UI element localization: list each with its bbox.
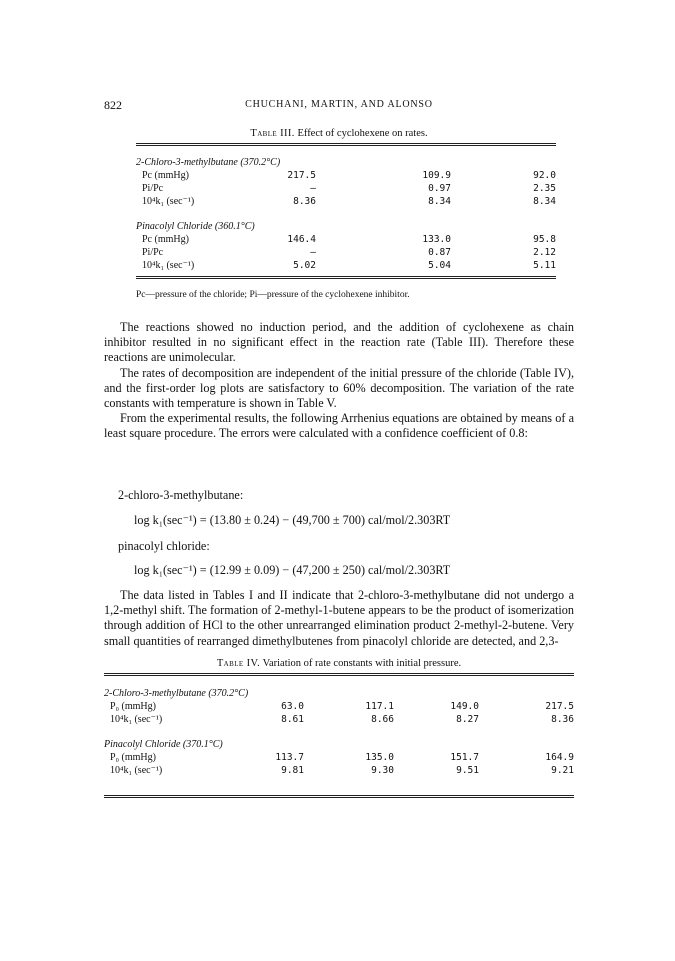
cell: 9.81	[281, 765, 304, 776]
table3	[136, 152, 556, 272]
cell: 109.9	[422, 170, 451, 181]
row-label: Pi/Pc	[142, 183, 164, 194]
cell: 135.0	[365, 752, 394, 763]
table4-title	[104, 658, 574, 669]
row-label: 10⁴k₁ (sec⁻¹)	[110, 765, 163, 776]
cell: 63.0	[281, 701, 304, 712]
row-label: P₀ (mmHg)	[110, 752, 156, 763]
row-label: P₀ (mmHg)	[110, 701, 156, 712]
table3-top-rule	[136, 143, 556, 146]
cell: 9.21	[551, 765, 574, 776]
cell: 8.66	[371, 714, 394, 725]
cell: 2.12	[533, 247, 556, 258]
row-label: Pc (mmHg)	[142, 234, 189, 245]
row-label: 10⁴k₁ (sec⁻¹)	[142, 196, 195, 207]
cell: 5.11	[533, 260, 556, 271]
table-row	[104, 700, 574, 713]
cell: 5.04	[428, 260, 451, 271]
equation-compound: pinacolyl chloride:	[118, 539, 210, 553]
arrhenius-equation: log k₁(sec⁻¹) = (13.80 ± 0.24) − (49,700 ± 700) cal/mol/2.303RT	[134, 513, 451, 527]
table3-group-heading	[136, 152, 556, 169]
page-number: 822	[104, 98, 122, 112]
cell: 217.5	[287, 170, 316, 181]
cell: 113.7	[275, 752, 304, 763]
table3-label: Table III.	[250, 128, 295, 139]
table-row	[136, 195, 556, 208]
paragraph: The rates of decomposition are independent of the initial pressure of the chloride (Table IV), and the first-order log plots are satisfactory to 60% decomposition. The variation of the rate constants with temperature is shown in Table V.	[104, 365, 574, 411]
row-label: 10⁴k₁ (sec⁻¹)	[142, 260, 195, 271]
table4-group-heading	[104, 734, 574, 751]
body-paragraph-after	[104, 588, 574, 649]
table4-caption: Variation of rate constants with initial pressure.	[262, 658, 462, 669]
row-label: 10⁴k₁ (sec⁻¹)	[110, 714, 163, 725]
cell: 8.34	[533, 196, 556, 207]
cell: 8.61	[281, 714, 304, 725]
table-row	[104, 751, 574, 764]
cell: 0.97	[428, 183, 451, 194]
group-name: 2-Chloro-3-methylbutane (370.2°C)	[136, 157, 281, 168]
table4-group-heading	[104, 683, 574, 700]
cell: —	[310, 247, 316, 258]
cell: 8.34	[428, 196, 451, 207]
table4	[104, 683, 574, 777]
cell: 8.27	[456, 714, 479, 725]
table-row	[136, 246, 556, 259]
cell: 5.02	[293, 260, 316, 271]
table-row	[104, 764, 574, 777]
cell: 0.87	[428, 247, 451, 258]
cell: 95.8	[533, 234, 556, 245]
group-name: Pinacolyl Chloride (360.1°C)	[136, 221, 255, 232]
table-row	[136, 169, 556, 182]
cell: 8.36	[293, 196, 316, 207]
table3-footnote: Pc—pressure of the chloride; Pi—pressure of the cyclohexene inhibitor.	[136, 290, 410, 300]
cell: 133.0	[422, 234, 451, 245]
cell: 146.4	[287, 234, 316, 245]
cell: 217.5	[545, 701, 574, 712]
table-row	[136, 233, 556, 246]
table4-label: Table IV.	[216, 658, 261, 669]
paragraph: From the experimental results, the following Arrhenius equations are obtained by means of a least square procedure. The errors were calculated with a confidence coefficient of 0.8:	[104, 411, 574, 441]
table-row	[136, 182, 556, 195]
table4-bottom-rule	[104, 795, 574, 798]
row-label: Pi/Pc	[142, 247, 164, 258]
table3-caption: Effect of cyclohexene on rates.	[297, 128, 428, 139]
cell: 92.0	[533, 170, 556, 181]
paragraph: The data listed in Tables I and II indicate that 2-chloro-3-methylbutane did not undergo a 1,2-methyl shift. The formation of 2-methyl-1-butene appears to be the product of isomerization through addition of HCl to the other unrearranged elimination product 2-methyl-2-butene. Very small quantities of rearranged dimethylbutenes from pinacolyl chloride are detected, and 2,3-	[104, 588, 574, 648]
cell: 117.1	[365, 701, 394, 712]
group-name: 2-Chloro-3-methylbutane (370.2°C)	[104, 688, 249, 699]
table4-top-rule	[104, 673, 574, 676]
cell: 8.36	[551, 714, 574, 725]
cell: 151.7	[450, 752, 479, 763]
body-paragraphs	[104, 320, 574, 442]
table-row	[136, 259, 556, 272]
paragraph: The reactions showed no induction period, and the addition of cyclohexene as chain inhibitor resulted in no significant effect in the reaction rate (Table III). Therefore these reactions are unimolecular.	[104, 320, 574, 365]
table3-title	[104, 128, 574, 139]
cell: 9.30	[371, 765, 394, 776]
table-row	[104, 713, 574, 726]
cell: —	[310, 183, 316, 194]
cell: 2.35	[533, 183, 556, 194]
table3-group-heading	[136, 216, 556, 233]
cell: 149.0	[450, 701, 479, 712]
cell: 164.9	[545, 752, 574, 763]
equation-compound: 2-chloro-3-methylbutane:	[118, 488, 244, 502]
table3-bottom-rule	[136, 276, 556, 279]
group-name: Pinacolyl Chloride (370.1°C)	[104, 739, 223, 750]
arrhenius-equation: log k₁(sec⁻¹) = (12.99 ± 0.09) − (47,200 ± 250) cal/mol/2.303RT	[134, 563, 451, 577]
cell: 9.51	[456, 765, 479, 776]
row-label: Pc (mmHg)	[142, 170, 189, 181]
running-head: CHUCHANI, MARTIN, AND ALONSO	[245, 99, 433, 110]
